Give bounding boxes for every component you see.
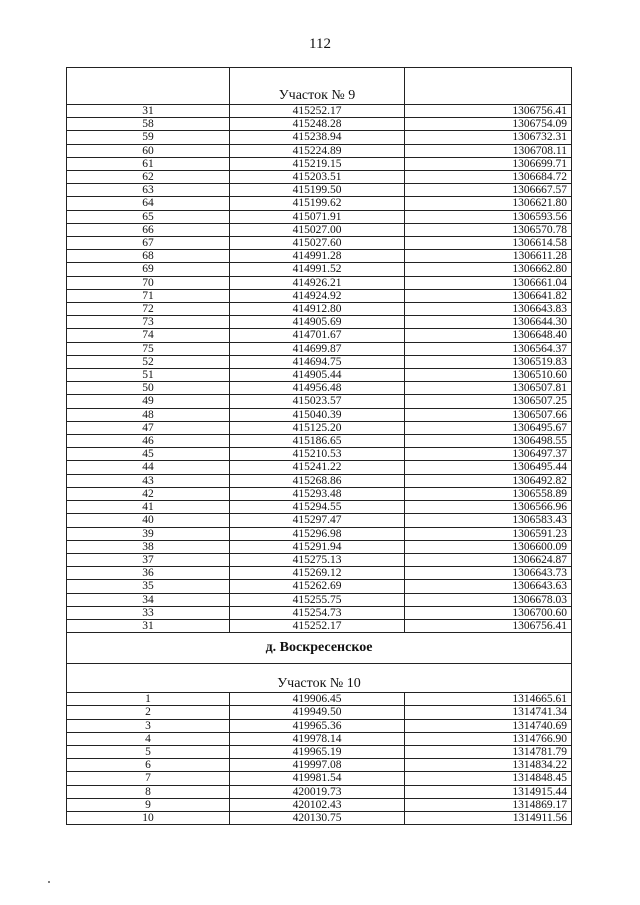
y-coordinate: 1306600.09 <box>405 540 572 553</box>
table-row <box>67 408 572 421</box>
point-number: 7 <box>67 772 230 785</box>
table-row <box>67 263 572 276</box>
x-coordinate: 415297.47 <box>230 514 405 527</box>
x-coordinate: 415203.51 <box>230 171 405 184</box>
y-coordinate: 1314915.44 <box>405 785 572 798</box>
point-number: 3 <box>67 719 230 732</box>
table-row <box>67 435 572 448</box>
point-number: 48 <box>67 408 230 421</box>
y-coordinate: 1306643.63 <box>405 580 572 593</box>
table-row <box>67 759 572 772</box>
x-coordinate: 414926.21 <box>230 276 405 289</box>
point-number: 5 <box>67 745 230 758</box>
y-coordinate: 1306583.43 <box>405 514 572 527</box>
table-row <box>67 772 572 785</box>
y-coordinate: 1306507.81 <box>405 382 572 395</box>
x-coordinate: 415219.15 <box>230 157 405 170</box>
x-coordinate: 415269.12 <box>230 567 405 580</box>
x-coordinate: 414905.44 <box>230 369 405 382</box>
y-coordinate: 1306754.09 <box>405 118 572 131</box>
table-row <box>67 606 572 619</box>
table-row <box>67 811 572 824</box>
x-coordinate: 415071.91 <box>230 210 405 223</box>
x-coordinate: 415293.48 <box>230 487 405 500</box>
point-number: 61 <box>67 157 230 170</box>
x-coordinate: 414694.75 <box>230 355 405 368</box>
x-coordinate: 419978.14 <box>230 732 405 745</box>
table-row <box>67 223 572 236</box>
table-row <box>67 144 572 157</box>
y-coordinate: 1306641.82 <box>405 289 572 302</box>
point-number: 71 <box>67 289 230 302</box>
y-coordinate: 1306495.44 <box>405 461 572 474</box>
x-coordinate: 415252.17 <box>230 619 405 632</box>
point-number: 65 <box>67 210 230 223</box>
x-coordinate: 419906.45 <box>230 693 405 706</box>
x-coordinate: 419965.36 <box>230 719 405 732</box>
x-coordinate: 415296.98 <box>230 527 405 540</box>
point-number: 31 <box>67 105 230 118</box>
point-number: 49 <box>67 395 230 408</box>
table-row <box>67 619 572 632</box>
x-coordinate: 419949.50 <box>230 706 405 719</box>
y-coordinate: 1306643.73 <box>405 567 572 580</box>
y-coordinate: 1306498.55 <box>405 435 572 448</box>
point-number: 9 <box>67 798 230 811</box>
x-coordinate: 415241.22 <box>230 461 405 474</box>
y-coordinate: 1306564.37 <box>405 342 572 355</box>
y-coordinate: 1306593.56 <box>405 210 572 223</box>
x-coordinate: 414905.69 <box>230 316 405 329</box>
point-number: 44 <box>67 461 230 474</box>
table-row <box>67 501 572 514</box>
x-coordinate: 414956.48 <box>230 382 405 395</box>
table-row <box>67 514 572 527</box>
y-coordinate: 1314781.79 <box>405 745 572 758</box>
y-coordinate: 1306558.89 <box>405 487 572 500</box>
point-number: 72 <box>67 303 230 316</box>
y-coordinate: 1306624.87 <box>405 553 572 566</box>
y-coordinate: 1306708.11 <box>405 144 572 157</box>
x-coordinate: 415125.20 <box>230 421 405 434</box>
point-number: 8 <box>67 785 230 798</box>
point-number: 6 <box>67 759 230 772</box>
point-number: 4 <box>67 732 230 745</box>
table-row <box>67 395 572 408</box>
table-row <box>67 382 572 395</box>
section9-header-row <box>67 88 572 105</box>
x-coordinate: 415291.94 <box>230 540 405 553</box>
x-coordinate: 414699.87 <box>230 342 405 355</box>
y-coordinate: 1314741.34 <box>405 706 572 719</box>
point-number: 59 <box>67 131 230 144</box>
table-row <box>67 289 572 302</box>
point-number: 63 <box>67 184 230 197</box>
table-row <box>67 474 572 487</box>
point-number: 52 <box>67 355 230 368</box>
table-row <box>67 118 572 131</box>
y-coordinate: 1306643.83 <box>405 303 572 316</box>
table-row <box>67 197 572 210</box>
point-number: 68 <box>67 250 230 263</box>
table-row <box>67 732 572 745</box>
table-row <box>67 210 572 223</box>
coordinates-table-body <box>67 68 572 825</box>
point-number: 58 <box>67 118 230 131</box>
point-number: 64 <box>67 197 230 210</box>
table-row <box>67 421 572 434</box>
point-number: 60 <box>67 144 230 157</box>
table-row <box>67 567 572 580</box>
x-coordinate: 415224.89 <box>230 144 405 157</box>
table-row <box>67 237 572 250</box>
x-coordinate: 415254.73 <box>230 606 405 619</box>
table-row <box>67 131 572 144</box>
point-number: 35 <box>67 580 230 593</box>
point-number: 39 <box>67 527 230 540</box>
table-row <box>67 342 572 355</box>
x-coordinate: 415294.55 <box>230 501 405 514</box>
y-coordinate: 1306507.66 <box>405 408 572 421</box>
y-coordinate: 1314869.17 <box>405 798 572 811</box>
table-row <box>67 250 572 263</box>
table-row <box>67 329 572 342</box>
table-row <box>67 580 572 593</box>
point-number: 51 <box>67 369 230 382</box>
village-name: д. Воскресенское <box>67 633 572 664</box>
point-number: 41 <box>67 501 230 514</box>
point-number: 66 <box>67 223 230 236</box>
table-row <box>67 540 572 553</box>
x-coordinate: 415199.62 <box>230 197 405 210</box>
x-coordinate: 420130.75 <box>230 811 405 824</box>
x-coordinate: 415023.57 <box>230 395 405 408</box>
x-coordinate: 414991.28 <box>230 250 405 263</box>
y-coordinate: 1306699.71 <box>405 157 572 170</box>
point-number: 70 <box>67 276 230 289</box>
section10-header-row <box>67 664 572 693</box>
y-coordinate: 1306644.30 <box>405 316 572 329</box>
y-coordinate: 1306566.96 <box>405 501 572 514</box>
x-coordinate: 414991.52 <box>230 263 405 276</box>
point-number: 2 <box>67 706 230 719</box>
table-row <box>67 706 572 719</box>
table-row <box>67 171 572 184</box>
point-number: 46 <box>67 435 230 448</box>
point-number: 67 <box>67 237 230 250</box>
page-number: 112 <box>309 36 331 52</box>
y-coordinate: 1314740.69 <box>405 719 572 732</box>
x-coordinate: 415027.60 <box>230 237 405 250</box>
y-coordinate: 1306621.80 <box>405 197 572 210</box>
point-number: 38 <box>67 540 230 553</box>
y-coordinate: 1314911.56 <box>405 811 572 824</box>
y-coordinate: 1306667.57 <box>405 184 572 197</box>
scan-speck <box>48 881 50 883</box>
table-row <box>67 461 572 474</box>
table-row <box>67 553 572 566</box>
point-number: 75 <box>67 342 230 355</box>
point-number: 10 <box>67 811 230 824</box>
x-coordinate: 420019.73 <box>230 785 405 798</box>
y-coordinate: 1306661.04 <box>405 276 572 289</box>
point-number: 31 <box>67 619 230 632</box>
y-coordinate: 1306507.25 <box>405 395 572 408</box>
table-row <box>67 527 572 540</box>
x-coordinate: 415262.69 <box>230 580 405 593</box>
y-coordinate: 1306591.23 <box>405 527 572 540</box>
table-row <box>67 719 572 732</box>
table-row <box>67 184 572 197</box>
point-number: 33 <box>67 606 230 619</box>
x-coordinate: 415040.39 <box>230 408 405 421</box>
x-coordinate: 419965.19 <box>230 745 405 758</box>
point-number: 1 <box>67 693 230 706</box>
y-coordinate: 1314766.90 <box>405 732 572 745</box>
x-coordinate: 415248.28 <box>230 118 405 131</box>
x-coordinate: 420102.43 <box>230 798 405 811</box>
point-number: 50 <box>67 382 230 395</box>
table-row <box>67 693 572 706</box>
x-coordinate: 415268.86 <box>230 474 405 487</box>
table-row <box>67 785 572 798</box>
table-row <box>67 276 572 289</box>
y-coordinate: 1306662.80 <box>405 263 572 276</box>
table-row <box>67 316 572 329</box>
x-coordinate: 415252.17 <box>230 105 405 118</box>
x-coordinate: 415186.65 <box>230 435 405 448</box>
coordinates-table <box>66 67 572 825</box>
point-number: 74 <box>67 329 230 342</box>
y-coordinate: 1306756.41 <box>405 619 572 632</box>
table-row <box>67 487 572 500</box>
table-row <box>67 303 572 316</box>
y-coordinate: 1306732.31 <box>405 131 572 144</box>
y-coordinate: 1306700.60 <box>405 606 572 619</box>
y-coordinate: 1306497.37 <box>405 448 572 461</box>
point-number: 43 <box>67 474 230 487</box>
y-coordinate: 1306570.78 <box>405 223 572 236</box>
point-number: 36 <box>67 567 230 580</box>
y-coordinate: 1306756.41 <box>405 105 572 118</box>
table-row <box>67 448 572 461</box>
point-number: 62 <box>67 171 230 184</box>
point-number: 40 <box>67 514 230 527</box>
y-coordinate: 1306611.28 <box>405 250 572 263</box>
table-row <box>67 593 572 606</box>
table-row <box>67 745 572 758</box>
point-number: 73 <box>67 316 230 329</box>
section9-title: Участок № 9 <box>230 88 405 105</box>
x-coordinate: 419981.54 <box>230 772 405 785</box>
y-coordinate: 1314848.45 <box>405 772 572 785</box>
x-coordinate: 415255.75 <box>230 593 405 606</box>
section10-title: Участок № 10 <box>67 664 572 693</box>
point-number: 34 <box>67 593 230 606</box>
x-coordinate: 415238.94 <box>230 131 405 144</box>
table-row <box>67 355 572 368</box>
x-coordinate: 414912.80 <box>230 303 405 316</box>
point-number: 47 <box>67 421 230 434</box>
table-row <box>67 798 572 811</box>
table-row <box>67 369 572 382</box>
x-coordinate: 415027.00 <box>230 223 405 236</box>
point-number: 69 <box>67 263 230 276</box>
y-coordinate: 1306648.40 <box>405 329 572 342</box>
table-row <box>67 105 572 118</box>
y-coordinate: 1306492.82 <box>405 474 572 487</box>
y-coordinate: 1306519.83 <box>405 355 572 368</box>
y-coordinate: 1314665.61 <box>405 693 572 706</box>
x-coordinate: 415275.13 <box>230 553 405 566</box>
y-coordinate: 1306678.03 <box>405 593 572 606</box>
x-coordinate: 414701.67 <box>230 329 405 342</box>
point-number: 45 <box>67 448 230 461</box>
table-header-spacer <box>67 68 572 89</box>
table-row <box>67 157 572 170</box>
y-coordinate: 1306684.72 <box>405 171 572 184</box>
y-coordinate: 1306614.58 <box>405 237 572 250</box>
y-coordinate: 1314834.22 <box>405 759 572 772</box>
point-number: 37 <box>67 553 230 566</box>
y-coordinate: 1306510.60 <box>405 369 572 382</box>
x-coordinate: 415199.50 <box>230 184 405 197</box>
point-number: 42 <box>67 487 230 500</box>
x-coordinate: 419997.08 <box>230 759 405 772</box>
x-coordinate: 414924.92 <box>230 289 405 302</box>
x-coordinate: 415210.53 <box>230 448 405 461</box>
village-row <box>67 633 572 664</box>
y-coordinate: 1306495.67 <box>405 421 572 434</box>
